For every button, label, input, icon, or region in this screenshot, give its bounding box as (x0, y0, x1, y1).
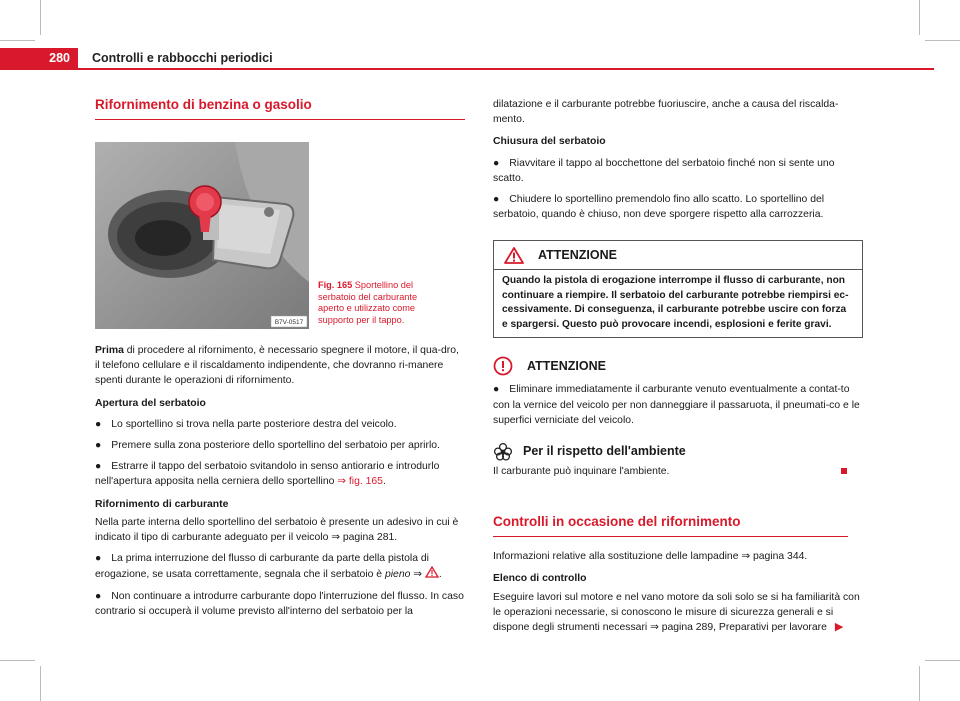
crop-mark (925, 660, 960, 661)
chiusura-heading: Chiusura del serbatoio (493, 136, 606, 148)
list-item-text: La prima interruzione del flusso di carburante da parte della pistola di erogazione, se usata correttamente, segnala che il serbatoio è (95, 553, 429, 581)
page-number: 280 (49, 51, 70, 65)
list-item-text: Riavvitare il tappo al bocchettone del serbatoio finché non si sente uno scatto. (493, 157, 835, 184)
right-column (493, 97, 863, 635)
intro-text: di procedere al rifornimento, è necessario spegnere il motore, il qua-dro, il telefono cellulare e il riscaldamento indipendente, che dovranno ri-manere spenti durante le operazioni di rifornimento. (95, 345, 459, 387)
list-item-text: Eliminare immediatamente il carburante venuto eventualmente a contat-to con la vernice del veicolo per non danneggiare il passaruota, il pneumati-co e le superfici verniciate del veicolo. (493, 384, 860, 426)
page-header (0, 0, 960, 70)
figure-code: B7V-0517 (274, 319, 304, 326)
list-item (493, 382, 863, 428)
warning-text: Quando la pistola di erogazione interrompe il flusso di carburante, non continuare a riempire. Il serbatoio del carburante potrebbe riempirsi ec-cessivamente. Di conseguenza, il carburante potrebbe uscire con forza e spargersi. Questo può provocare incendi, esplosioni e ferite gravi. (502, 275, 849, 330)
left-column (95, 96, 465, 619)
running-title: Controlli e rabbocchi periodici (92, 51, 273, 65)
figure (95, 142, 465, 329)
caution-title: ATTENZIONE (527, 358, 606, 373)
crop-mark (40, 666, 41, 701)
arrow-ref: ⇒ (410, 569, 425, 581)
continued-paragraph: dilatazione e il carburante potrebbe fuoriuscire, anche a causa del riscalda-mento. (493, 99, 839, 126)
crop-mark (919, 666, 920, 701)
section-end-icon (841, 468, 847, 474)
punctuation: . (382, 476, 386, 488)
bullet-icon: ● (493, 157, 500, 169)
caution-header (493, 356, 863, 376)
bullet-icon: ● (95, 590, 102, 602)
bullet-icon: ● (493, 194, 500, 206)
list-item (95, 551, 465, 582)
warning-box (493, 240, 863, 338)
figure-link[interactable]: ⇒ fig. 165 (337, 476, 383, 488)
environment-text: Il carburante può inquinare l'ambiente. (493, 466, 670, 478)
punctuation: . (438, 569, 442, 581)
rifornimento-heading: Rifornimento di carburante (95, 498, 229, 510)
intro-bold: Prima (95, 345, 124, 356)
crop-mark (0, 660, 35, 661)
figure-caption (318, 280, 428, 329)
list-item-text: Premere sulla zona posteriore dello sportellino del serbatoio per aprirlo. (111, 440, 440, 452)
apertura-heading: Apertura del serbatoio (95, 397, 206, 409)
bullet-icon: ● (95, 440, 102, 452)
list-item-text: Chiudere lo sportellino premendolo fino allo scatto. Lo sportellino del serbatoio, quando è chiuso, non deve sporgere rispetto alla carrozzeria. (493, 194, 825, 221)
list-item-text: Lo sportellino si trova nella parte posteriore destra del veicolo. (111, 418, 397, 430)
elenco-text: Eseguire lavori sul motore e nel vano motore da soli solo se si ha familiarità con le operazioni necessarie, si conoscono le misure di sicurezza generali e si dispone degli strumenti necessari ⇒ pagina 289, Preparativi per lavorare (493, 591, 860, 634)
list-item (95, 438, 465, 453)
figure-caption-text: Sportellino del serbatoio del carburante aperto e utilizzato come supporto per il tappo. (318, 280, 418, 325)
list-item-text: Non continuare a introdurre carburante dopo l'interruzione del flusso. In caso contrario si occuperà il volume previsto all'interno del serbatoio per la (95, 590, 464, 617)
environment-header (493, 442, 863, 462)
list-item (95, 589, 465, 619)
elenco-paragraph (493, 590, 863, 636)
environment-flower-icon (493, 442, 513, 462)
info-paragraph: Informazioni relative alla sostituzione delle lampadine ⇒ pagina 344. (493, 551, 808, 563)
section-title-2: Controlli in occasione del rifornimento (493, 513, 848, 537)
italic-word: pieno (384, 569, 411, 581)
continue-arrow-icon: ▶ (834, 621, 844, 634)
bullet-icon: ● (95, 553, 102, 565)
section-title: Rifornimento di benzina o gasolio (95, 96, 465, 120)
list-item (95, 459, 465, 489)
rifornimento-paragraph: Nella parte interna dello sportellino del serbatoio è presente un adesivo in cui è indicato il tipo di carburante adeguato per il veicolo ⇒ pagina 281. (95, 516, 459, 544)
header-rule (78, 68, 934, 70)
environment-title: Per il rispetto dell'ambiente (523, 444, 686, 459)
list-item (493, 192, 863, 222)
warning-triangle-icon (504, 247, 524, 264)
bullet-icon: ● (493, 384, 500, 396)
fuel-flap-photo (95, 142, 309, 329)
warning-circle-icon (493, 356, 513, 376)
elenco-heading: Elenco di controllo (493, 573, 587, 585)
warning-title: ATTENZIONE (538, 248, 617, 263)
list-item-text: Estrarre il tappo del serbatoio svitandolo in senso antiorario e introdurlo nell'apertura apposita nella cerniera dello sportellino (95, 461, 440, 488)
bullet-icon: ● (95, 418, 102, 430)
bullet-icon: ● (95, 461, 102, 473)
environment-text-row (493, 464, 863, 479)
list-item (95, 417, 465, 432)
figure-label: Fig. 165 (318, 280, 353, 290)
warning-header (494, 241, 862, 270)
warning-triangle-icon[interactable] (425, 566, 439, 578)
list-item (493, 156, 863, 186)
intro-paragraph (95, 343, 465, 389)
fuel-flap-illustration (95, 142, 309, 329)
